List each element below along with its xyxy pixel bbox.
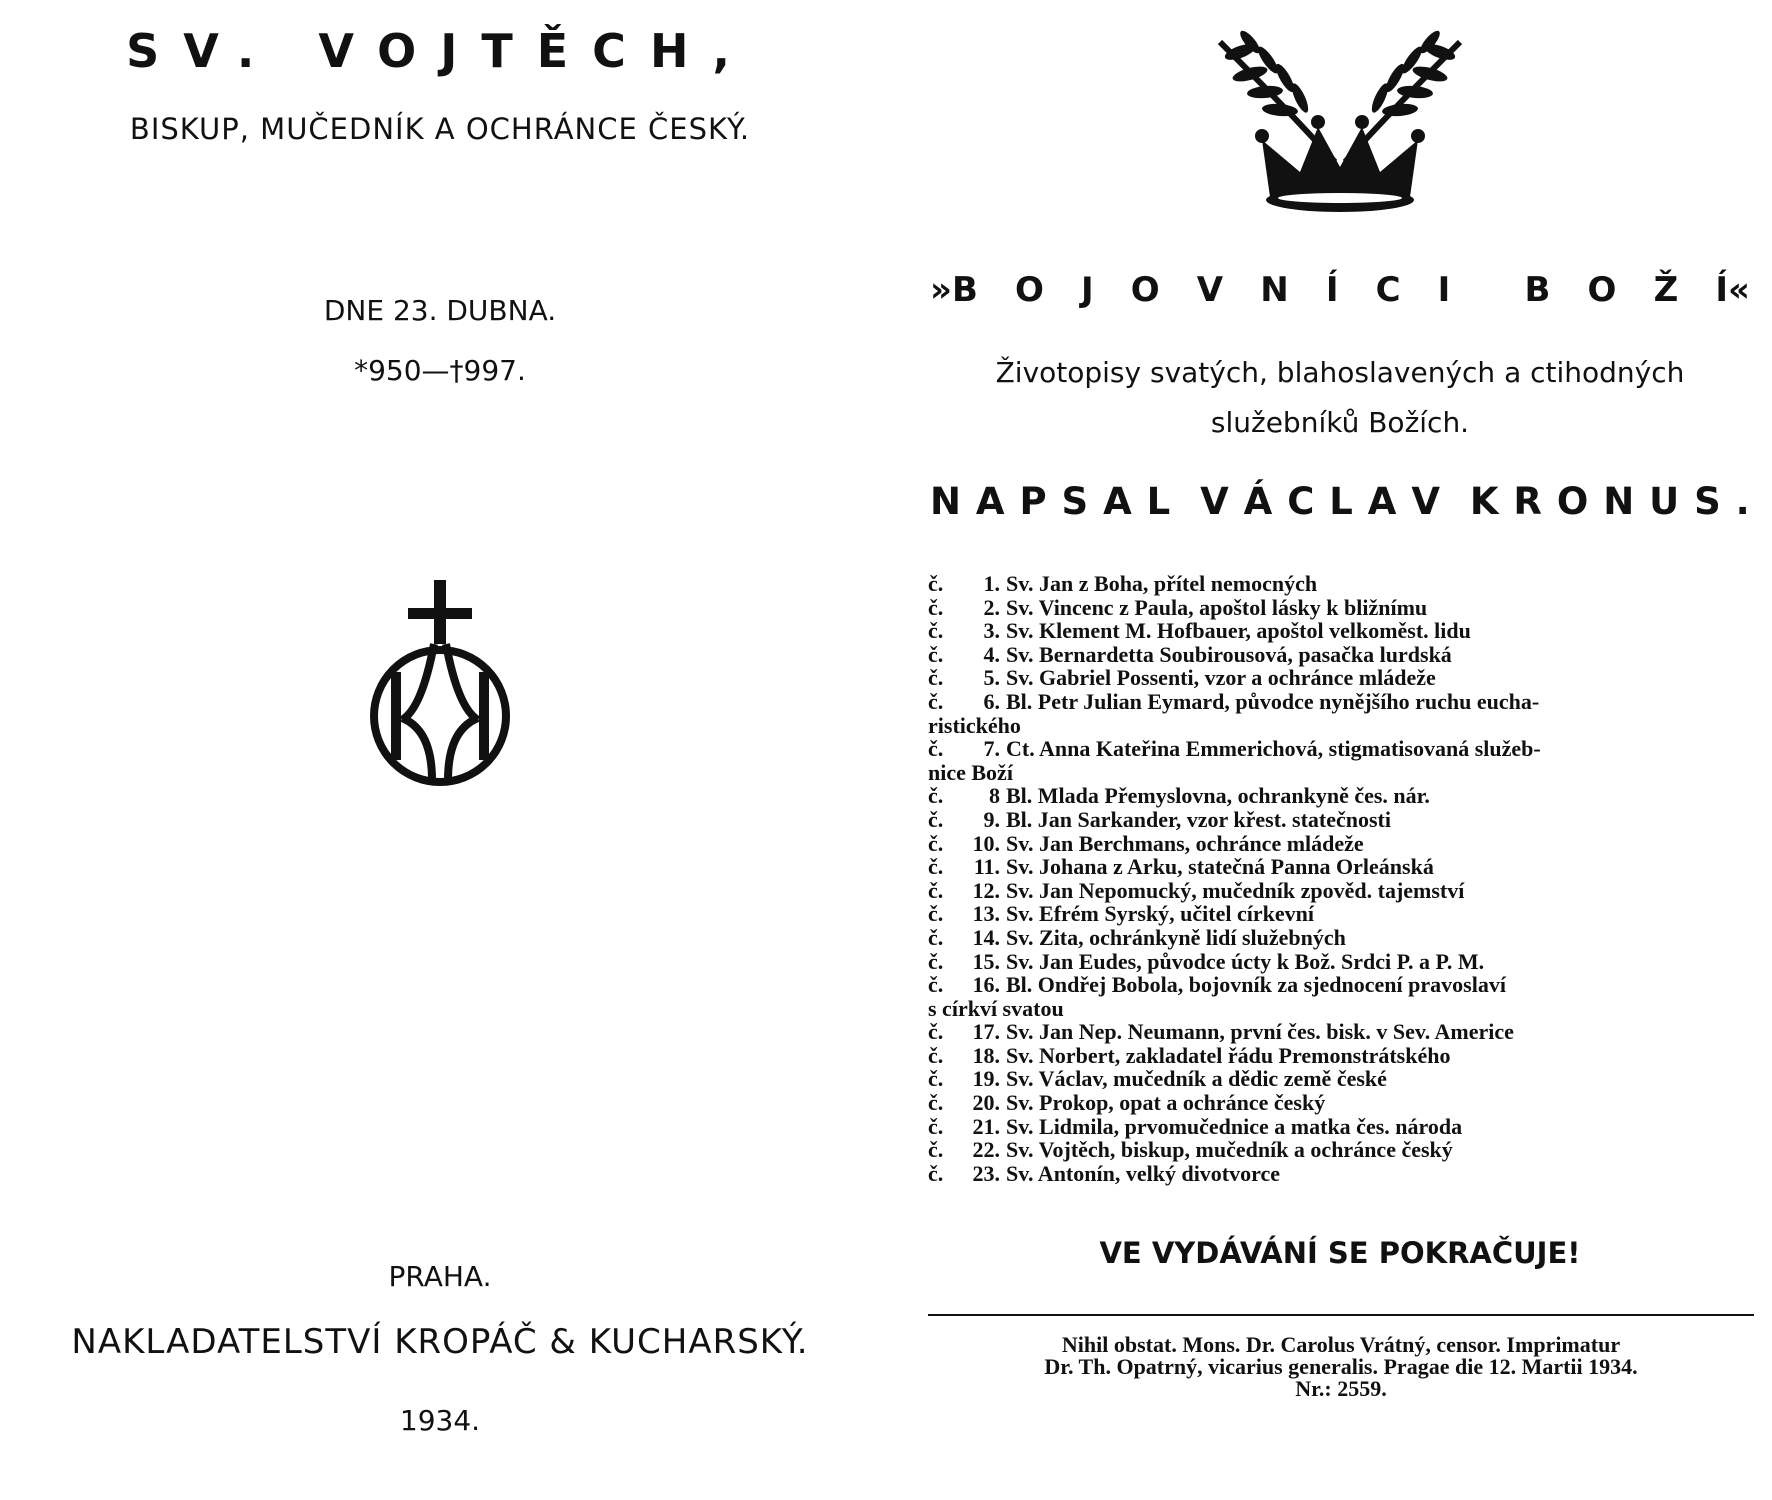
- volume-title: Bl. Petr Julian Eymard, původce nynějšího ruchu eucha-: [1006, 688, 1540, 714]
- volume-item: [928, 737, 1758, 761]
- volume-number: 19.: [972, 1066, 1000, 1092]
- volume-prefix: č.: [928, 854, 944, 880]
- continuing-notice: VE VYDÁVÁNÍ SE POKRAČUJE!: [1099, 1236, 1581, 1270]
- volume-item: [928, 596, 1758, 620]
- volume-title: Sv. Jan Nep. Neumann, první čes. bisk. v Sev. Americe: [1006, 1019, 1514, 1045]
- volume-item: [928, 1067, 1758, 1091]
- volume-number: 10.: [972, 830, 1000, 856]
- publication-place: PRAHA.: [388, 1260, 492, 1293]
- volume-number: 15.: [972, 948, 1000, 974]
- volume-number: 17.: [972, 1019, 1000, 1045]
- series-description-cont: služebníků Božích.: [1210, 406, 1470, 439]
- volume-title: Sv. Jan Eudes, původce úcty k Bož. Srdci P. a P. M.: [1006, 948, 1485, 974]
- volume-prefix: č.: [928, 783, 944, 809]
- volume-number: 7.: [983, 736, 1000, 762]
- series-title: »B O J O V N Í C I B O Ž Í«: [930, 270, 1750, 310]
- publication-year: 1934.: [399, 1404, 481, 1437]
- volume-item: [928, 808, 1758, 832]
- volume-item: [928, 855, 1758, 879]
- volume-prefix: č.: [928, 1090, 944, 1116]
- volume-number: 20.: [972, 1090, 1000, 1116]
- volume-title-continuation: nice Boží: [928, 759, 1013, 785]
- author-line: N A P S A L V Á C L A V K R O N U S .: [930, 480, 1750, 523]
- volume-title: Sv. Václav, mučedník a dědic země české: [1006, 1066, 1387, 1092]
- volume-item: [928, 1020, 1758, 1044]
- book-subtitle: BISKUP, MUČEDNÍK A OCHRÁNCE ČESKÝ.: [129, 112, 751, 146]
- volume-title: Sv. Klement M. Hofbauer, apoštol velkoměst. lidu: [1006, 618, 1471, 644]
- volume-number: 13.: [972, 901, 1000, 927]
- volume-number: 18.: [972, 1042, 1000, 1068]
- crown-emblem-icon: [1210, 22, 1470, 222]
- volume-title: Sv. Antonín, velký divotvorce: [1006, 1160, 1281, 1186]
- volume-number: 4.: [983, 641, 1000, 667]
- volume-item: [928, 973, 1758, 997]
- volume-title: Sv. Gabriel Possenti, vzor a ochránce mládeže: [1006, 665, 1436, 691]
- volume-number: 2.: [983, 594, 1000, 620]
- volume-title-continuation: s církví svatou: [928, 995, 1064, 1021]
- volume-prefix: č.: [928, 1019, 944, 1045]
- volume-item: [928, 643, 1758, 667]
- volume-number: 8: [989, 783, 1000, 809]
- volume-number: 12.: [972, 877, 1000, 903]
- divider: [928, 1314, 1754, 1316]
- volume-title: Sv. Jan Nepomucký, mučedník zpověd. tajemství: [1006, 877, 1465, 903]
- censorship-note: Nihil obstat. Mons. Dr. Carolus Vrátný, censor. Imprimatur Dr. Th. Opatrný, vicarius generalis. Pragae die 12. Martii 1934. Nr.: 2559.: [1044, 1332, 1638, 1401]
- volume-item: [928, 572, 1758, 596]
- volume-title: Sv. Efrém Syrský, učitel církevní: [1006, 901, 1314, 927]
- volume-prefix: č.: [928, 877, 944, 903]
- volume-title: Sv. Lidmila, prvomučednice a matka čes. národa: [1006, 1113, 1463, 1139]
- volume-list: [928, 572, 1758, 1185]
- volume-item: [928, 1091, 1758, 1115]
- volume-item: [928, 926, 1758, 950]
- volume-number: 6.: [983, 688, 1000, 714]
- feast-date: DNE 23. DUBNA.: [323, 294, 557, 327]
- volume-item: [928, 1115, 1758, 1139]
- volume-item: [928, 902, 1758, 926]
- volume-prefix: č.: [928, 806, 944, 832]
- volume-number: 5.: [983, 665, 1000, 691]
- volume-item: [928, 666, 1758, 690]
- volume-prefix: č.: [928, 618, 944, 644]
- volume-number: 1.: [983, 571, 1000, 596]
- volume-title: Bl. Mlada Přemyslovna, ochrankyně čes. nár.: [1006, 783, 1430, 809]
- volume-prefix: č.: [928, 665, 944, 691]
- volume-item: [928, 1044, 1758, 1068]
- volume-prefix: č.: [928, 688, 944, 714]
- volume-title: Bl. Jan Sarkander, vzor křest. statečnosti: [1006, 806, 1391, 832]
- volume-prefix: č.: [928, 901, 944, 927]
- volume-prefix: č.: [928, 1042, 944, 1068]
- volume-title: Bl. Ondřej Bobola, bojovník za sjednocení pravoslaví: [1006, 972, 1506, 998]
- book-title: SV. VOJTĚCH,: [126, 24, 754, 78]
- volume-number: 21.: [972, 1113, 1000, 1139]
- volume-title: Sv. Zita, ochránkyně lidí služebných: [1006, 924, 1346, 950]
- volume-prefix: č.: [928, 1113, 944, 1139]
- volume-title: Sv. Jan Berchmans, ochránce mládeže: [1006, 830, 1364, 856]
- series-description: Životopisy svatých, blahoslavených a ctihodných: [995, 356, 1685, 389]
- volume-number: 23.: [972, 1160, 1000, 1186]
- volume-title: Sv. Norbert, zakladatel řádu Premonstrátského: [1006, 1042, 1451, 1068]
- volume-prefix: č.: [928, 1137, 944, 1163]
- volume-prefix: č.: [928, 948, 944, 974]
- volume-prefix: č.: [928, 641, 944, 667]
- volume-prefix: č.: [928, 924, 944, 950]
- volume-title: Ct. Anna Kateřina Emmerichová, stigmatisovaná služeb-: [1006, 736, 1541, 762]
- volume-prefix: č.: [928, 972, 944, 998]
- volume-prefix: č.: [928, 594, 944, 620]
- volume-title-continuation: ristického: [928, 712, 1021, 738]
- volume-item: [928, 1138, 1758, 1162]
- volume-number: 9.: [983, 806, 1000, 832]
- volume-number: 3.: [983, 618, 1000, 644]
- life-years: *950—†997.: [354, 354, 526, 387]
- volume-title: Sv. Jan z Boha, přítel nemocných: [1006, 571, 1318, 596]
- volume-title: Sv. Johana z Arku, statečná Panna Orleánská: [1006, 854, 1434, 880]
- volume-item: [928, 690, 1758, 714]
- volume-title: Sv. Vincenc z Paula, apoštol lásky k bližnímu: [1006, 594, 1428, 620]
- volume-item: [928, 879, 1758, 903]
- volume-number: 16.: [972, 972, 1000, 998]
- volume-prefix: č.: [928, 1160, 944, 1186]
- volume-title: Sv. Vojtěch, biskup, mučedník a ochránce český: [1006, 1137, 1453, 1163]
- volume-prefix: č.: [928, 736, 944, 762]
- volume-item: [928, 950, 1758, 974]
- volume-title: Sv. Prokop, opat a ochránce český: [1006, 1090, 1326, 1116]
- publisher-name: NAKLADATELSTVÍ KROPÁČ & KUCHARSKÝ.: [71, 1322, 809, 1362]
- volume-number: 14.: [972, 924, 1000, 950]
- volume-prefix: č.: [928, 830, 944, 856]
- volume-number: 22.: [972, 1137, 1000, 1163]
- volume-item: [928, 619, 1758, 643]
- volume-prefix: č.: [928, 1066, 944, 1092]
- volume-number: 11.: [973, 854, 1000, 880]
- volume-item: [928, 832, 1758, 856]
- volume-item: [928, 1162, 1758, 1186]
- publisher-monogram-icon: [362, 580, 518, 790]
- volume-title: Sv. Bernardetta Soubirousová, pasačka lurdská: [1006, 641, 1452, 667]
- volume-prefix: č.: [928, 571, 944, 596]
- volume-item: [928, 784, 1758, 808]
